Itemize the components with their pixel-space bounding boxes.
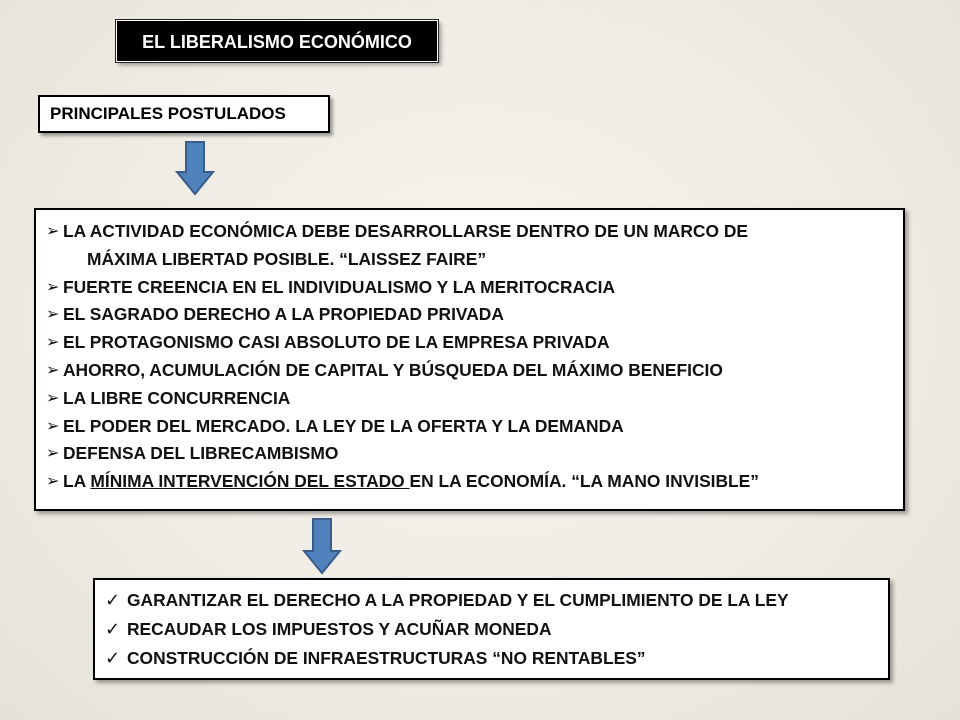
list-item	[46, 440, 893, 468]
list-item-text-continued: MÁXIMA LIBERTAD POSIBLE. “LAISSEZ FAIRE”	[87, 248, 487, 269]
list-item-text-suffix: EN LA ECONOMÍA. “LA MANO INVISIBLE”	[409, 471, 759, 492]
underlined-phrase: MÍNIMA INTERVENCIÓN DEL ESTADO	[90, 471, 410, 492]
list-item	[46, 357, 893, 385]
list-item	[46, 385, 893, 413]
list-item-text: LA LIBRE CONCURRENCIA	[63, 387, 291, 408]
down-arrow-icon	[302, 517, 342, 575]
arrow-bullet-icon: ➢	[46, 223, 60, 240]
checkmark-icon: ✓	[105, 648, 121, 668]
checkmark-icon: ✓	[105, 590, 121, 610]
list-item-text: GARANTIZAR EL DERECHO A LA PROPIEDAD Y EL CUMPLIMIENTO DE LA LEY	[127, 590, 789, 610]
list-item-text: FUERTE CREENCIA EN EL INDIVIDUALISMO Y LA MERITOCRACIA	[63, 276, 616, 297]
arrow-bullet-icon: ➢	[46, 361, 60, 379]
list-item-text: LA ACTIVIDAD ECONÓMICA DEBE DESARROLLARSE DENTRO DE UN MARCO DE	[63, 221, 749, 241]
list-item-text: DEFENSA DEL LIBRECAMBISMO	[63, 443, 339, 464]
checkmark-icon: ✓	[105, 619, 121, 639]
list-item-text: EL SAGRADO DERECHO A LA PROPIEDAD PRIVADA	[63, 304, 504, 325]
arrow-bullet-icon: ➢	[46, 417, 60, 435]
list-item	[46, 468, 893, 496]
arrow-bullet-icon: ➢	[46, 473, 60, 491]
list-item	[46, 413, 893, 441]
subtitle-box: PRINCIPALES POSTULADOS	[38, 95, 330, 133]
arrow-bullet-icon: ➢	[46, 445, 60, 463]
funciones-estado-list	[105, 586, 878, 673]
list-item-text: CONSTRUCCIÓN DE INFRAESTRUCTURAS “NO RENTABLES”	[127, 648, 646, 668]
list-item-text: RECAUDAR LOS IMPUESTOS Y ACUÑAR MONEDA	[127, 619, 552, 639]
list-item	[46, 329, 893, 357]
list-item	[105, 586, 878, 615]
list-item-text-prefix: LA	[63, 471, 91, 492]
postulados-list	[46, 218, 893, 496]
list-item-text: EL PROTAGONISMO CASI ABSOLUTO DE LA EMPRESA PRIVADA	[63, 332, 610, 353]
slide-title: EL LIBERALISMO ECONÓMICO	[116, 20, 438, 62]
list-item	[105, 615, 878, 644]
list-item	[46, 274, 893, 302]
list-item	[105, 644, 878, 673]
arrow-bullet-icon: ➢	[46, 389, 60, 407]
funciones-estado-box	[93, 578, 890, 680]
arrow-bullet-icon: ➢	[46, 306, 60, 324]
down-arrow-icon	[175, 140, 215, 196]
arrow-bullet-icon: ➢	[46, 334, 60, 352]
list-item-text: AHORRO, ACUMULACIÓN DE CAPITAL Y BÚSQUEDA DEL MÁXIMO BENEFICIO	[63, 359, 723, 380]
list-item-text: EL PODER DEL MERCADO. LA LEY DE LA OFERTA Y LA DEMANDA	[63, 415, 624, 436]
arrow-bullet-icon: ➢	[46, 278, 60, 296]
list-item	[46, 301, 893, 329]
postulados-box	[34, 208, 905, 511]
list-item	[46, 218, 893, 274]
